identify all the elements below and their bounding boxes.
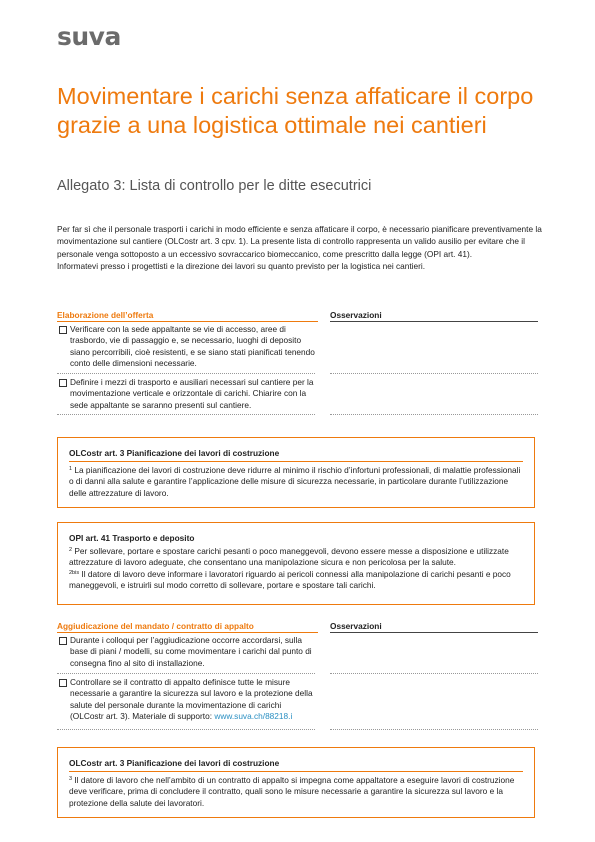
observations-heading: Osservazioni [330,310,382,320]
checkbox[interactable] [59,379,67,387]
legal-box-olcostr [57,437,535,508]
checklist-item-text: Definire i mezzi di trasporto e ausiliari necessari sul cantiere per la movimentazione verticale e orizzontale di carichi. Chiarire con la sede appaltante se saranno presenti sul cantiere. [70,377,314,410]
section-offer-heading: Elaborazione dell’offerta [57,310,154,320]
observation-line [330,729,538,730]
legal-box-text: $^{2bis}$ Il datore di lavoro deve informare i lavoratori riguardo ai pericoli connessi alla manipolazione di carichi pesanti e poco maneggevoli, e istruirli sul modo corretto di sollevare, portare e spostare tali carichi. [69,568,511,591]
legal-box-title: OPI art. 41 Trasporto e deposito [69,533,195,543]
observations-heading: Osservazioni [330,621,382,631]
checklist-item[interactable] [57,377,315,411]
intro-text [57,223,542,273]
legal-box-opi [57,522,535,605]
checkbox[interactable] [59,637,67,645]
legal-box-divider [69,771,523,772]
section-contract-heading: Aggiudicazione del mandato / contratto di appalto [57,621,254,631]
checklist-item[interactable] [57,324,315,369]
legal-box-title: OLCostr art. 3 Pianificazione dei lavori di costruzione [69,448,280,458]
observation-line [330,373,538,374]
intro-paragraph: Per far sì che il personale trasporti i carichi in modo efficiente e senza affaticare il corpo, è necessario pianificare preventivamente la movimentazione sul cantiere (OLCostr art. 3 cpv. 1). La presente lista di controllo rappresenta un valido ausilio per evitare che il personale venga sottoposto a un eccessivo sovraccarico biomeccanico, come prescritto dalla legge (OPI art. 41). [57,224,542,259]
legal-box-text: $^2$ Per sollevare, portare e spostare carichi pesanti o poco maneggevoli, devono essere messe a disposizione e utilizzate attrezzature di lavoro adeguate, che consentano una manipolazione sicura e non pericolosa per la salute. [69,545,509,568]
page-title: Movimentare i carichi senza affaticare il corpo grazie a una logistica ottimale nei cantieri [57,83,534,138]
section-divider [57,632,318,633]
section-divider [57,321,318,322]
item-divider [57,673,315,674]
checklist-item-text: Durante i colloqui per l’aggiudicazione occorre accordarsi, sulla base di piani / modelli, su come movimentare i carichi dal punto di consegna fino al sito di installazione. [70,635,312,668]
legal-box-olcostr-contract [57,747,535,818]
support-link[interactable]: www.suva.ch/88218.i [214,710,293,721]
item-divider [57,373,315,374]
checkbox[interactable] [59,679,67,687]
item-divider [57,729,315,730]
item-divider [57,414,315,415]
suva-logo: suva [57,22,121,51]
intro-paragraph-note: Informatevi presso i progettisti e la direzione dei lavori su quanto previsto per la logistica nei cantieri. [57,261,426,272]
checkbox[interactable] [59,326,67,334]
observations-divider [330,321,538,322]
legal-box-title: OLCostr art. 3 Pianificazione dei lavori di costruzione [69,758,280,768]
checklist-item[interactable] [57,677,315,722]
legal-box-divider [69,461,523,462]
page-subtitle: Allegato 3: Lista di controllo per le ditte esecutrici [57,178,372,194]
legal-box-text: $^1$ La pianificazione dei lavori di costruzione deve ridurre al minimo il rischio d’infortuni professionali, di malattie professionali o di danni alla salute e garantire l’applicazione delle misure di sicurezza necessarie, in particolare durante l’utilizzazione delle attrezzature di lavoro. [69,464,521,498]
observation-line [330,414,538,415]
checklist-item-text: Verificare con la sede appaltante se vie di accesso, aree di trasbordo, vie di passaggio e, se necessario, luoghi di deposito siano percorribili, cioè resistenti, e se siano stati pianificati tenendo conto delle dimensioni necessarie. [70,324,315,368]
legal-box-text: $^3$ Il datore di lavoro che nell’ambito di un contratto di appalto si impegna come appaltatore a eseguire lavori di costruzione deve verificare, prima di concludere il contratto, quali sono le misure necessarie a garantire la sicurezza sul lavoro e la protezione della salute dei lavoratori. [69,774,515,808]
checklist-item-text: Controllare se il contratto di appalto definisce tutte le misure necessarie a garantire la sicurezza sul lavoro e la protezione della salute del personale durante la movimentazione di carichi (OLCostr art. 3). Materiale di supporto: www.suva.ch/88218.i [70,677,313,721]
checklist-item[interactable] [57,635,315,669]
observation-line [330,673,538,674]
observations-divider [330,632,538,633]
